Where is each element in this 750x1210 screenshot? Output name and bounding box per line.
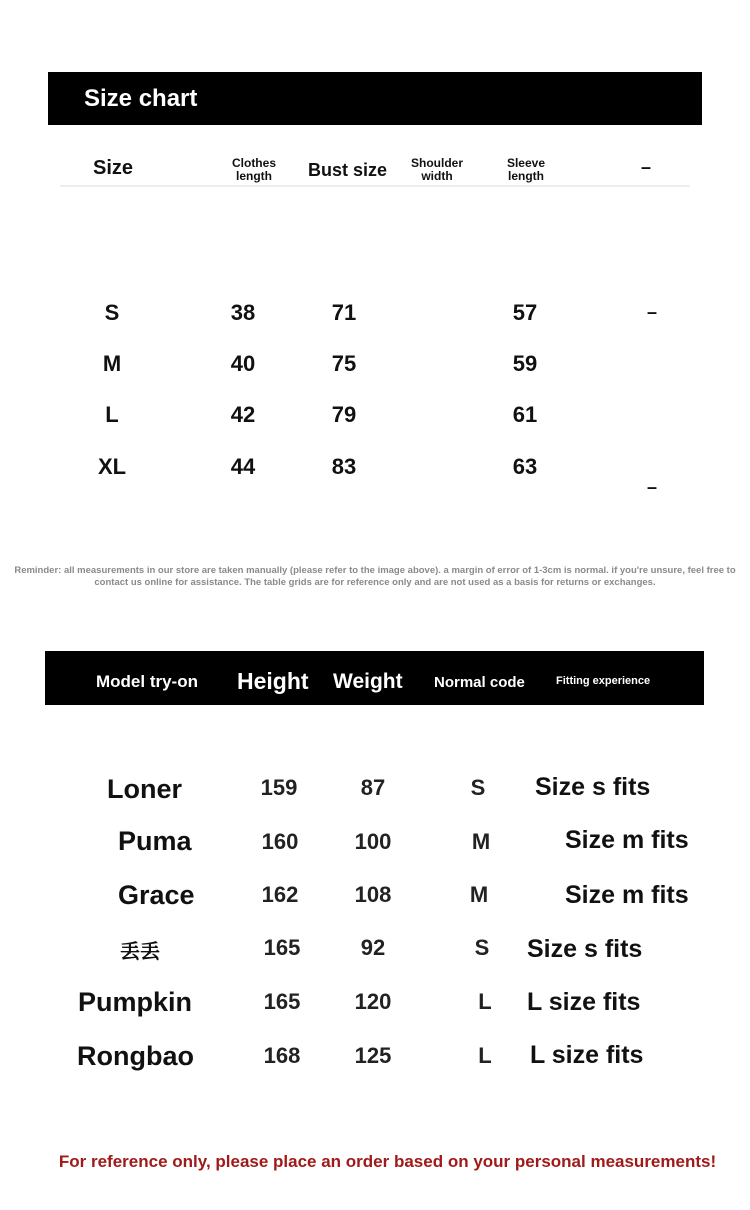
footer-note: For reference only, please place an order based on your personal measurements! (58, 1152, 717, 1171)
model-code: S (474, 935, 490, 960)
size-chart-title: Size chart (84, 85, 198, 112)
model-code: L (478, 1043, 492, 1068)
model-height: 160 (261, 829, 299, 854)
size-cell: XL (97, 454, 127, 479)
size-cell: M (102, 351, 122, 376)
model-name: Grace (118, 880, 195, 910)
extra-cell: – (647, 477, 658, 497)
header-weight: Weight (333, 670, 403, 693)
sleeve-cell: 61 (512, 402, 538, 427)
model-name: 丢丢 (120, 941, 160, 963)
sleeve-cell: 59 (512, 351, 538, 376)
model-fit: L size fits (530, 1041, 644, 1069)
model-name: Loner (107, 774, 183, 804)
model-fit: Size m fits (565, 826, 689, 854)
size-cell: S (104, 300, 120, 325)
model-code: L (478, 989, 492, 1014)
model-code: S (470, 775, 486, 800)
model-height: 165 (263, 935, 301, 960)
header-fitting-experience: Fitting experience (556, 675, 651, 687)
model-code: M (469, 882, 489, 907)
model-table-header-bar (45, 651, 704, 705)
sleeve-cell: 57 (512, 300, 538, 325)
model-fit: Size m fits (565, 881, 689, 909)
model-weight: 92 (360, 935, 386, 960)
model-weight: 120 (354, 989, 392, 1014)
model-name: Puma (118, 826, 192, 856)
clothes-length-cell: 42 (230, 402, 256, 427)
bust-cell: 83 (331, 454, 357, 479)
model-weight: 87 (360, 775, 386, 800)
model-code: M (471, 829, 491, 854)
size-chart-title-bar (48, 72, 702, 125)
model-weight: 125 (354, 1043, 392, 1068)
clothes-length-cell: 40 (230, 351, 256, 376)
model-fit: L size fits (527, 988, 641, 1016)
model-name: Rongbao (77, 1041, 194, 1071)
header-bust-size: Bust size (308, 160, 388, 180)
extra-cell: – (647, 302, 658, 322)
bust-cell: 79 (331, 402, 357, 427)
model-name: Pumpkin (78, 987, 193, 1017)
model-height: 159 (260, 775, 298, 800)
header-sleeve-length: Sleeve length (506, 156, 546, 183)
header-normal-code: Normal code (434, 674, 525, 691)
clothes-length-cell: 38 (230, 300, 256, 325)
model-fit: Size s fits (535, 773, 651, 801)
header-height: Height (237, 668, 309, 694)
header-shoulder-width: Shoulder width (410, 156, 463, 183)
header-extra: – (641, 157, 652, 177)
model-weight: 100 (354, 829, 392, 854)
model-height: 162 (261, 882, 299, 907)
model-height: 168 (263, 1043, 301, 1068)
model-height: 165 (263, 989, 301, 1014)
bust-cell: 75 (331, 351, 357, 376)
header-size: Size (93, 157, 134, 179)
header-divider (60, 185, 690, 187)
model-weight: 108 (354, 882, 392, 907)
header-model: Model try-on (96, 672, 198, 691)
clothes-length-cell: 44 (230, 454, 256, 479)
header-clothes-length: Clothes length (231, 156, 276, 183)
sleeve-cell: 63 (512, 454, 538, 479)
bust-cell: 71 (331, 300, 357, 325)
model-fit: Size s fits (527, 935, 643, 963)
size-cell: L (105, 402, 119, 427)
reminder-text: Reminder: all measurements in our store are taken manually (please refer to the image above). a margin of error of 1-3cm is normal. if you're unsure, feel free to contact us online for assistance. The table grids are for reference only and are not used as a basis for returns or exchanges. (14, 565, 736, 588)
